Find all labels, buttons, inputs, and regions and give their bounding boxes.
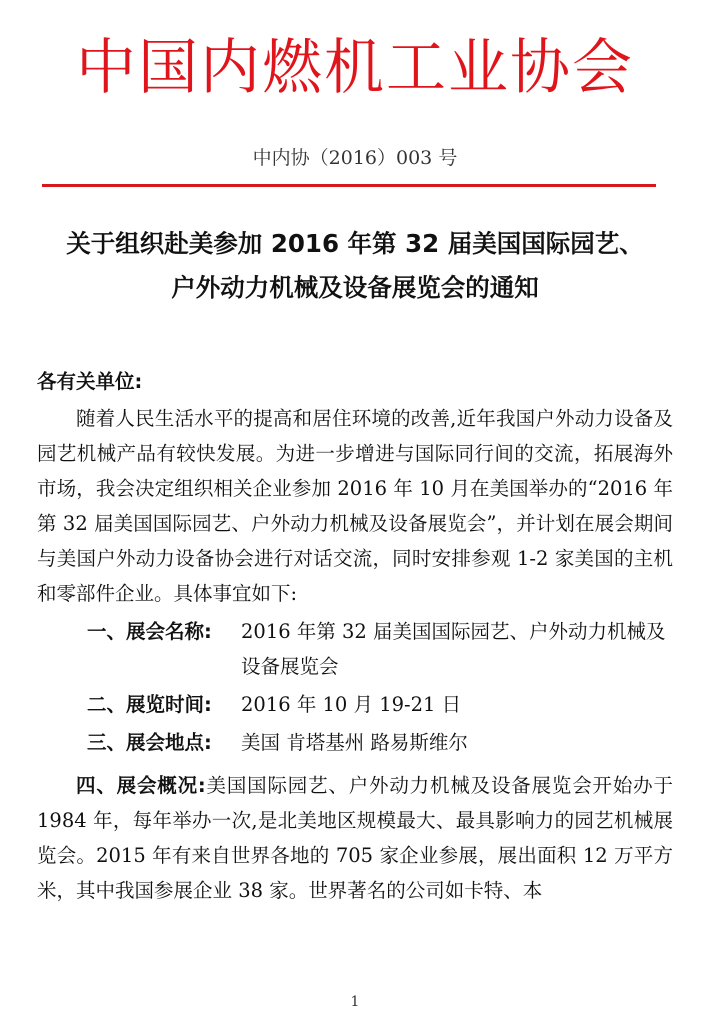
title-line-2: 户外动力机械及设备展览会的通知 [171, 273, 539, 302]
list-item-exhibition-time [37, 687, 673, 722]
item-value: 2016 年 10 月 19-21 日 [241, 693, 462, 716]
red-divider-rule [42, 184, 656, 187]
organization-name-header: 中国内燃机工业协会 [76, 33, 634, 103]
list-item-exhibition-name [37, 614, 673, 684]
page-number: 1 [350, 994, 360, 1010]
item-label: 三、展会地点: [87, 731, 212, 754]
document-body [37, 364, 673, 908]
title-line-1: 关于组织赴美参加 2016 年第 32 届美国国际园艺、 [66, 229, 644, 258]
item-label: 二、展览时间: [87, 693, 212, 716]
item-value: 2016 年第 32 届美国国际园艺、户外动力机械及设备展览会 [241, 620, 666, 678]
intro-paragraph: 随着人民生活水平的提高和居住环境的改善,近年我国户外动力设备及园艺机械产品有较快发展。为进一步增进与国际同行间的交流，拓展海外市场，我会决定组织相关企业参加 2016 年 10 月在美国举办的“2016 年第 32 届美国国际园艺、户外动力机械及设备展览会”，并计划在展会期间与美国户外动力设备协会进行对话交流，同时安排参观 1-2 家美国的主机和零部件企业。具体事宜如下: [37, 407, 673, 605]
document-number: 中内协（2016）003 号 [252, 147, 458, 169]
item-label: 一、展会名称: [87, 620, 212, 643]
list-item-exhibition-location [37, 725, 673, 760]
overview-text: 美国国际园艺、户外动力机械及设备展览会开始办于 1984 年，每年举办一次,是北美地区规模最大、最具影响力的园艺机械展览会。2015 年有来自世界各地的 705 家企业参展，展出面积 12 万平方米，其中我国参展企业 38 家。世界著名的公司如卡特、本 [37, 774, 673, 902]
document-title [0, 222, 710, 310]
item-value: 美国 肯塔基州 路易斯维尔 [241, 731, 468, 754]
overview-label: 四、展会概况: [76, 774, 206, 797]
overview-paragraph [37, 768, 673, 908]
salutation: 各有关单位: [37, 370, 143, 393]
